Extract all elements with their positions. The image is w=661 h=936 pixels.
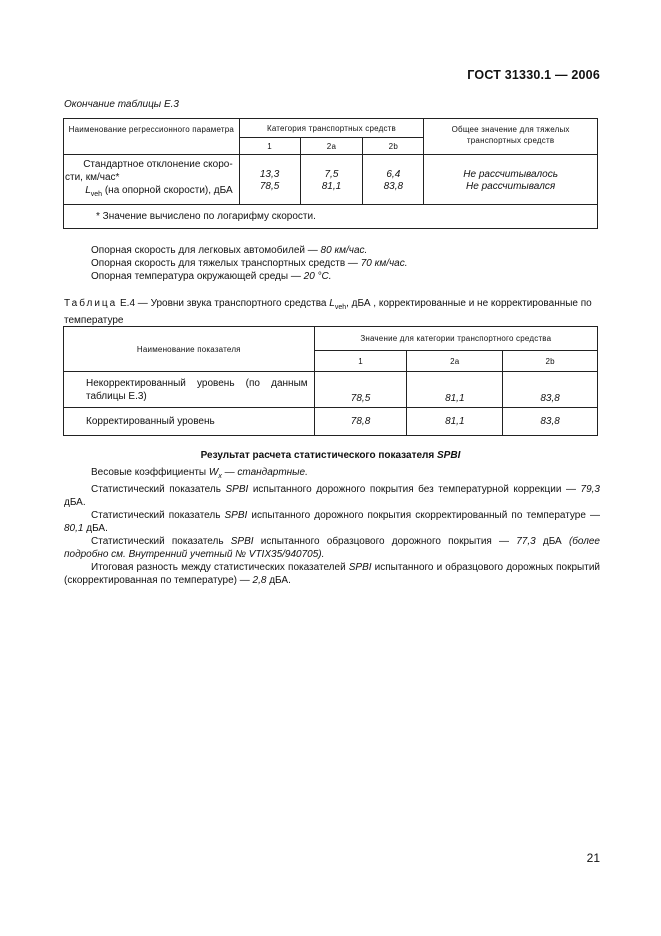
paragraph: Итоговая разность между статистических показателей SPBI испытанного и образцового дорожных покрытий (скорректированная по температуре) — 2,8 дБА.: [64, 562, 600, 586]
result-body: [64, 466, 600, 587]
category-2b: 2b: [503, 351, 598, 372]
note-line: Опорная скорость для тяжелых транспортных средств — 70 км/час.: [91, 258, 408, 269]
table-e4: [63, 326, 598, 436]
row-label-line2: сти, км/час*: [65, 172, 120, 183]
category-2a: 2a: [407, 351, 503, 372]
row-label-corrected: Корректированный уровень: [64, 408, 315, 436]
reference-notes: [91, 244, 408, 283]
paragraph: Статистический показатель SPBI испытанного образцового дорожного покрытия — 77,3 дБА (более подробно см. Внутренний учетный № VTIX35/940705).: [64, 536, 600, 560]
category-2a: 2a: [300, 138, 363, 155]
value-cell: 81,1: [407, 372, 503, 408]
col-header-value: Значение для категории транспортного средства: [314, 327, 597, 351]
category-2b: 2b: [363, 138, 424, 155]
paragraph: Статистический показатель SPBI испытанного дорожного покрытия скорректированный по температуре — 80,1 дБА.: [64, 510, 600, 534]
col-header-category: Категория транспортных средств: [239, 119, 424, 138]
page-number: 21: [586, 851, 600, 865]
col-header-param: Наименование регрессионного параметра: [64, 119, 240, 155]
note-line: Опорная температура окружающей среды — 20 °С.: [91, 271, 332, 282]
table-e3: [63, 118, 598, 229]
col-header-name: Наименование показателя: [64, 327, 315, 372]
paragraph: Статистический показатель SPBI испытанного дорожного покрытия без температурной коррекции — 79,3 дБА.: [64, 484, 600, 508]
row-label-std-dev: [64, 155, 240, 205]
paragraph: Весовые коэффициенты $W_x$ — стандартные.: [91, 467, 308, 480]
table-e3-caption: Окончание таблицы Е.3: [64, 99, 179, 110]
value-cell: 7,5 81,1: [300, 155, 363, 205]
category-1: 1: [239, 138, 300, 155]
section-title: Результат расчета статистического показателя SPBI: [200, 450, 461, 461]
row-label-line1: Стандартное отклонение скоро-: [83, 159, 233, 170]
heavy-value-cell: Не рассчитывалось Не рассчитывался: [424, 155, 598, 205]
table-footnote: * Значение вычислено по логарифму скорости.: [64, 205, 598, 229]
value-cell: 83,8: [503, 408, 598, 436]
value-cell: 78,5: [314, 372, 407, 408]
table-e4-caption: Таблица Е.4 — Уровни звука транспортного средства $L_{veh}$, дБА , корректированные и не корректированные по температуре: [64, 298, 592, 326]
value-cell: 83,8: [503, 372, 598, 408]
category-1: 1: [314, 351, 407, 372]
value-cell: 78,8: [314, 408, 407, 436]
value-cell: 6,4 83,8: [363, 155, 424, 205]
value-cell: 81,1: [407, 408, 503, 436]
col-header-heavy: Общее значение для тяжелых транспортных средств: [424, 119, 598, 155]
row-label-line3: $L_{veh}$ (на опорной скорости), дБА: [85, 185, 233, 198]
value-cell: 13,3 78,5: [239, 155, 300, 205]
document-id: ГОСТ 31330.1 — 2006: [467, 68, 600, 82]
note-line: Опорная скорость для легковых автомобилей — 80 км/час.: [91, 245, 368, 256]
row-label-uncorrected: Некорректированный уровень (по данным таблицы Е.3): [64, 372, 315, 408]
